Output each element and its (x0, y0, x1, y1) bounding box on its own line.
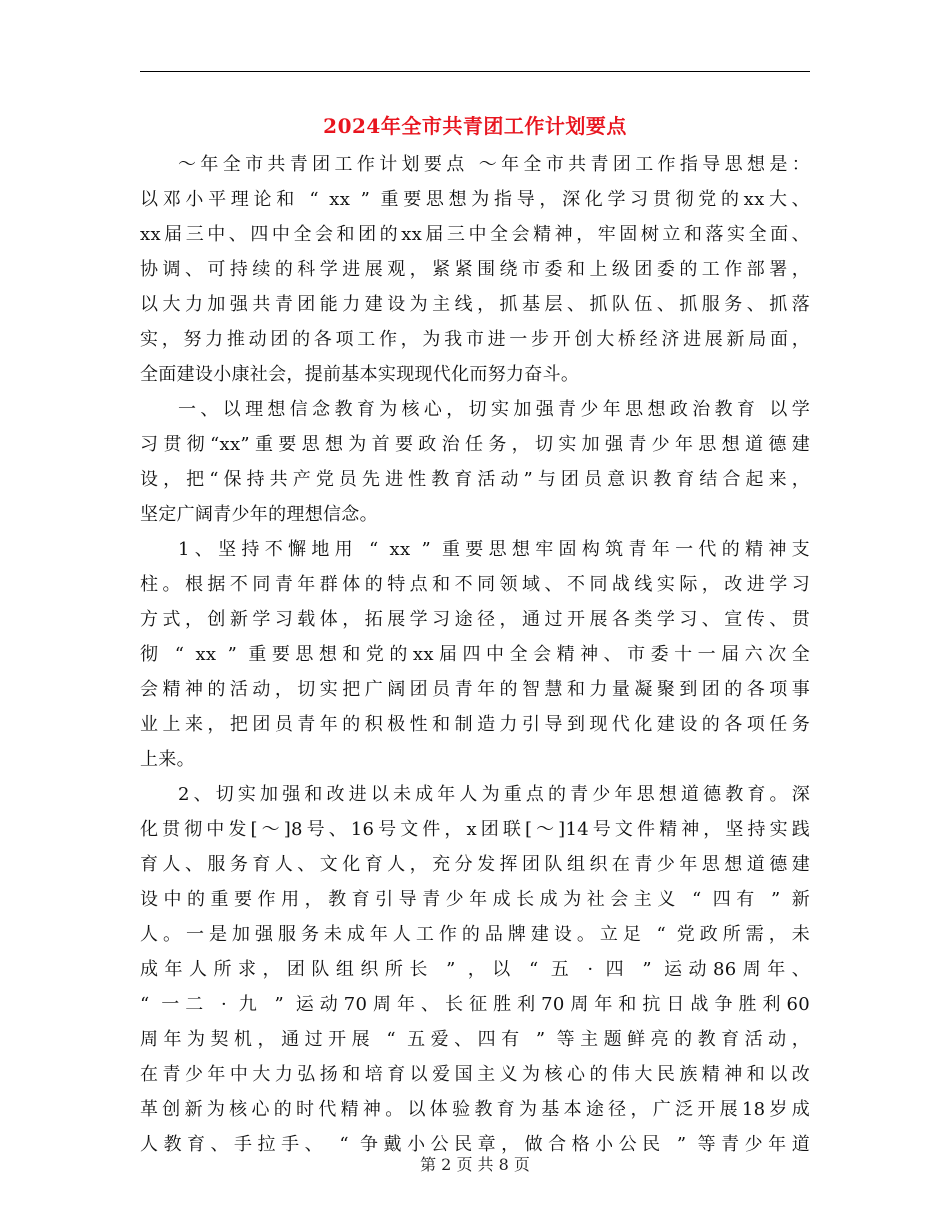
text-line: 设中的重要作用，教育引导青少年成长成为社会主义 “ 四有 ” 新 (140, 889, 810, 910)
text-line: xx届三中、四中全会和团的xx届三中全会精神，牢固树立和落实全面、 (140, 224, 810, 245)
document-body (140, 147, 810, 1162)
text-line: 化贯彻中发[～]8号、16号文件，x团联[～]14号文件精神，坚持实践 (140, 819, 810, 840)
text-line: 革创新为核心的时代精神。以体验教育为基本途径，广泛开展18岁成 (140, 1099, 810, 1120)
page-number: 第 2 页 共 8 页 (420, 1155, 530, 1174)
text-line: 成年人所求，团队组织所长 ” ，以 “ 五 · 四 ” 运动86周年、 (140, 959, 810, 980)
text-line: 2、切实加强和改进以未成年人为重点的青少年思想道德教育。深 (178, 784, 810, 805)
text-line: 1、坚持不懈地用 “ xx ” 重要思想牢固构筑青年一代的精神支 (178, 539, 810, 560)
text-line: 以大力加强共青团能力建设为主线，抓基层、抓队伍、抓服务、抓落 (140, 294, 810, 315)
text-line: 柱。根据不同青年群体的特点和不同领域、不同战线实际，改进学习 (140, 574, 810, 595)
text-line: 一、以理想信念教育为核心，切实加强青少年思想政治教育 以学 (178, 399, 810, 420)
text-line: 人。一是加强服务未成年人工作的品牌建设。立足 “ 党政所需，未 (140, 924, 810, 945)
text-line: 人教育、手拉手、 “ 争戴小公民章，做合格小公民 ” 等青少年道 (140, 1134, 810, 1155)
document-title: 2024年全市共青团工作计划要点 (323, 114, 627, 138)
text-line: 上来。 (140, 749, 195, 770)
text-line: 以邓小平理论和 “ xx ” 重要思想为指导，深化学习贯彻党的xx大、 (140, 189, 810, 210)
text-line: 方式，创新学习载体，拓展学习途径，通过开展各类学习、宣传、贯 (140, 609, 810, 630)
text-line: 习贯彻“xx”重要思想为首要政治任务，切实加强青少年思想道德建 (140, 434, 810, 455)
text-line: 协调、可持续的科学进展观，紧紧围绕市委和上级团委的工作部署， (140, 259, 810, 280)
text-line: 坚定广阔青少年的理想信念。 (140, 504, 378, 525)
text-line: 育人、服务育人、文化育人，充分发挥团队组织在青少年思想道德建 (140, 854, 810, 875)
text-line: ～年全市共青团工作计划要点 ～年全市共青团工作指导思想是： (178, 154, 810, 175)
text-line: 全面建设小康社会，提前基本实现现代化而努力奋斗。 (140, 364, 580, 385)
header-rule (140, 71, 810, 72)
text-line: 业上来，把团员青年的积极性和制造力引导到现代化建设的各项任务 (140, 714, 810, 735)
text-line: “ 一二 · 九 ” 运动70周年、长征胜利70周年和抗日战争胜利60 (140, 994, 810, 1015)
text-line: 会精神的活动，切实把广阔团员青年的智慧和力量凝聚到团的各项事 (140, 679, 810, 700)
text-line: 设，把“保持共产党员先进性教育活动”与团员意识教育结合起来， (140, 469, 810, 490)
text-line: 周年为契机，通过开展 “ 五爱、四有 ” 等主题鲜亮的教育活动， (140, 1029, 810, 1050)
text-line: 彻 “ xx ” 重要思想和党的xx届四中全会精神、市委十一届六次全 (140, 644, 810, 665)
text-line: 实，努力推动团的各项工作，为我市进一步开创大桥经济进展新局面， (140, 329, 810, 350)
text-line: 在青少年中大力弘扬和培育以爱国主义为核心的伟大民族精神和以改 (140, 1064, 810, 1085)
